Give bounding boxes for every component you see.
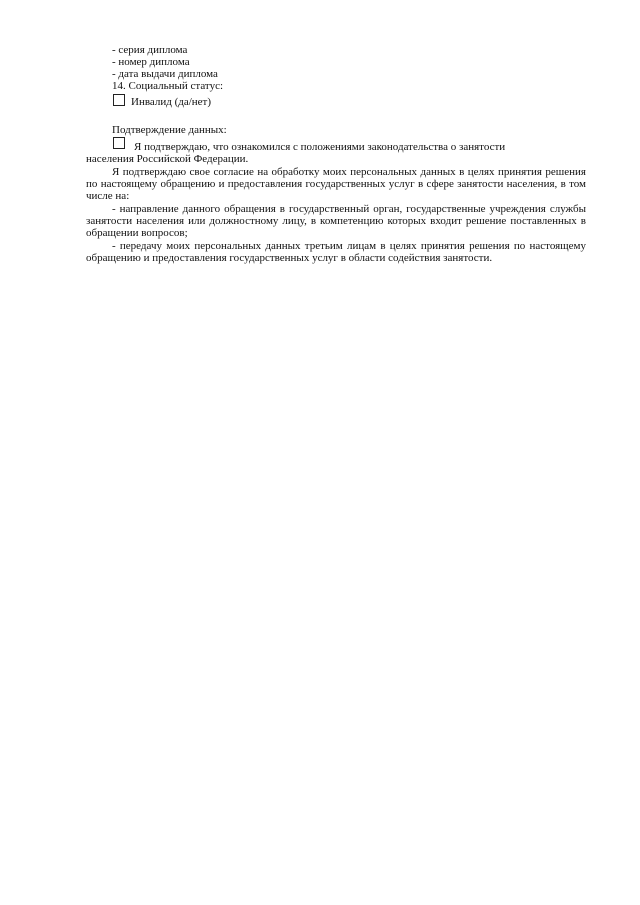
diploma-series-label: - серия диплома (112, 44, 188, 56)
acknowledgement-checkbox[interactable] (113, 137, 125, 149)
social-status-heading: 14. Социальный статус: (112, 80, 224, 92)
consent-item-forwarding: - направление данного обращения в государственный орган, государственные учреждения службы занятости населения или должностному лицу, в компетенцию которых входит решение поставленных в обращении вопросов; (86, 203, 586, 240)
disabled-label: Инвалид (да/нет) (131, 96, 212, 108)
acknowledgement-text-line2: населения Российской Федерации. (86, 153, 249, 165)
consent-item-third-parties: - передачу моих персональных данных третьим лицам в целях принятия решения по настоящему обращению и предоставления государственных услуг в области содействия занятости. (86, 240, 586, 265)
confirmation-heading: Подтверждение данных: (112, 124, 227, 136)
diploma-number-label: - номер диплома (112, 56, 190, 68)
consent-paragraph: Я подтверждаю свое согласие на обработку моих персональных данных в целях принятия решения по настоящему обращению и предоставления государственных услуг в сфере занятости населения, в том числе на: (86, 166, 586, 203)
acknowledgement-text-line1: Я подтверждаю, что ознакомился с положениями законодательства о занятости (134, 141, 506, 153)
diploma-issue-date-label: - дата выдачи диплома (112, 68, 218, 80)
disabled-checkbox[interactable] (113, 94, 125, 106)
